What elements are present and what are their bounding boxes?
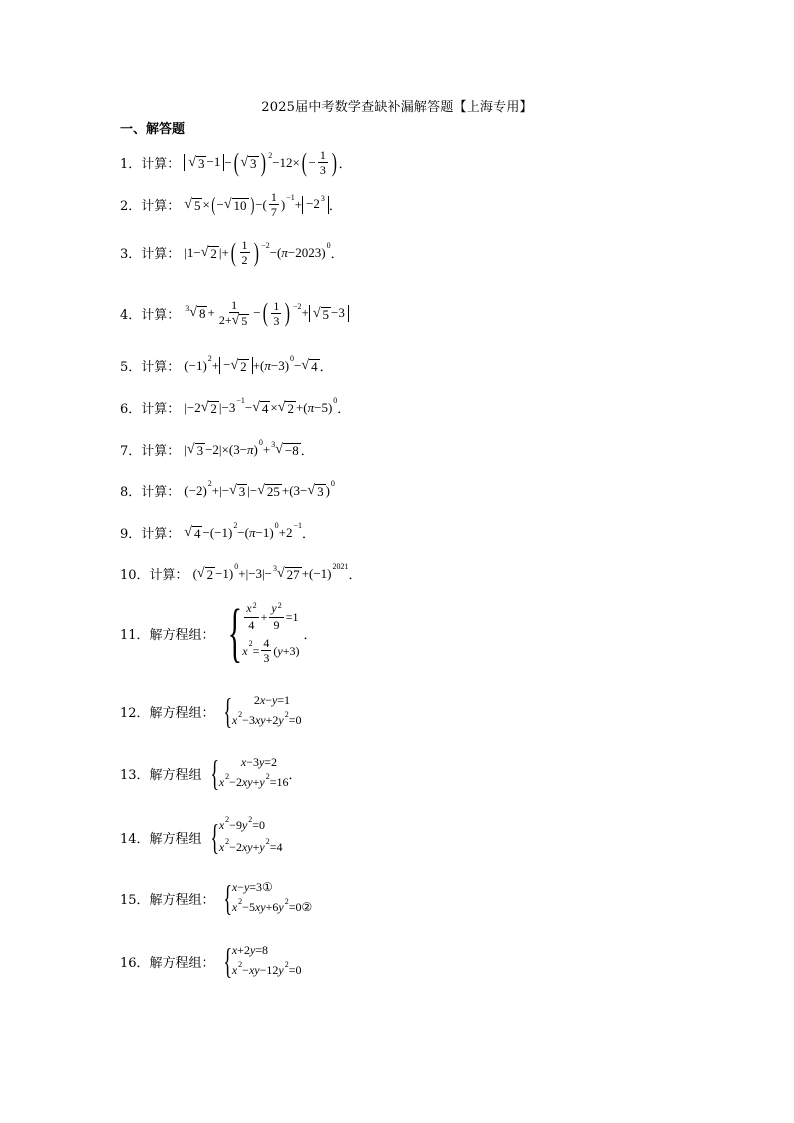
problem-label: 解方程组：	[149, 892, 215, 908]
page-title: 2025届中考数学查缺补漏解答题【上海专用】	[261, 100, 533, 115]
problem-8	[120, 481, 335, 500]
formula: √ 3 −1 − ( √ 3 ) 2 −12× ( − $\frac{1}{3}$ ) ．	[184, 148, 351, 177]
problem-number: 12．	[120, 705, 150, 721]
equation-system: { 2x−y=1 $x^2-3xy+2y^2=0$	[222, 691, 302, 731]
problem-number: 5．	[120, 360, 142, 375]
problem-10	[120, 564, 362, 583]
problem-16	[120, 940, 302, 982]
problem-label: 计算：	[141, 199, 181, 214]
problem-label: 计算：	[141, 247, 181, 262]
problem-number: 8．	[120, 485, 142, 500]
problem-6	[120, 398, 350, 417]
problem-number: 4．	[120, 307, 142, 323]
equation-system: { x−3y=2 $x^2-2xy+y^2=16$ ．	[209, 753, 302, 793]
problem-4	[120, 298, 349, 328]
problem-11	[120, 596, 317, 669]
problem-3	[120, 238, 344, 267]
problem-label: 计算：	[141, 157, 181, 172]
problem-number: 9．	[120, 527, 142, 542]
problem-label: 解方程组：	[149, 955, 215, 971]
problem-label: 计算：	[141, 402, 181, 417]
formula: |−2 √ 2 |−3 −1 − √ 4 × √ 2 +( π −5) 0 ．	[184, 396, 351, 416]
formula: √ 4 −(−1) 2 −( π −1) 0 +2 −1 ．	[184, 521, 316, 541]
formula: | √ 3 −2|×(3− π ) 0 + 3 √ −8 ．	[184, 438, 314, 458]
problem-label: 计算：	[141, 444, 181, 459]
problem-12	[120, 690, 302, 732]
formula: |1− √ 2 |+ ( $\frac{1}{2}$ ) −2 −( π −2023) 0 ．	[184, 237, 344, 267]
problem-number: 6．	[120, 402, 142, 417]
equation-system: { x+2y=8 $x^2-xy-12y^2=0$	[222, 941, 302, 981]
problem-label: 计算：	[149, 568, 189, 583]
section-heading: 一、解答题	[120, 122, 186, 137]
problem-2	[120, 190, 342, 219]
problem-label: 解方程组：	[149, 627, 215, 643]
problem-5	[120, 356, 333, 375]
problem-number: 7．	[120, 444, 142, 459]
problem-label: 计算：	[141, 360, 181, 375]
formula: 3 √ 8 + 1 2+ √ 5 − ( $\frac{1}{3}$ ) −2 + √ 5 −3	[184, 298, 349, 328]
problem-label: 解方程组	[149, 767, 202, 783]
equation-system: { $x^2-9y^2=0$ $x^2-2xy+y^2=4$	[209, 815, 283, 857]
problem-number: 13．	[120, 767, 150, 783]
problem-label: 解方程组：	[149, 705, 215, 721]
problem-number: 14．	[120, 831, 150, 847]
equation-system: { $\frac{x^2}{4}$ + $\frac{y^2}{9}$ =1 x 2 = $\frac{4}{3}$ ( y +3) ．	[227, 596, 317, 669]
problem-7	[120, 440, 314, 459]
problem-1	[120, 148, 352, 177]
problem-label: 解方程组	[149, 831, 202, 847]
equation-system: { x−y=3① $x^2-5xy+6y^2=0②$	[222, 878, 313, 918]
problem-13	[120, 752, 302, 794]
problem-label: 计算：	[141, 485, 181, 500]
problem-number: 10．	[120, 568, 150, 583]
problem-label: 计算：	[141, 527, 181, 542]
problem-number: 15．	[120, 892, 150, 908]
problem-label: 计算：	[141, 307, 181, 323]
problem-14	[120, 815, 283, 859]
formula: ( √ 2 −1) 0 +|−3|− 3 √ 27 +(−1) 2021 ．	[192, 562, 362, 582]
problem-number: 11．	[120, 627, 150, 643]
problem-number: 2．	[120, 199, 142, 214]
formula: √ 5 × ( − √ 10 ) −( $\frac{1}{7}$ ) −1 + $-2^3$ ．	[184, 190, 342, 219]
problem-number: 1．	[120, 157, 142, 172]
problem-15	[120, 877, 312, 919]
problem-number: 3．	[120, 247, 142, 262]
problem-9	[120, 523, 315, 542]
formula: (−2) 2 +|− √ 3 |− √ 25 +(3− √ 3 ) 0	[184, 479, 335, 499]
formula: (−1) 2 + − √ 2 +( π −3) 0 − √ 4 ．	[184, 354, 333, 374]
problem-number: 16．	[120, 955, 150, 971]
